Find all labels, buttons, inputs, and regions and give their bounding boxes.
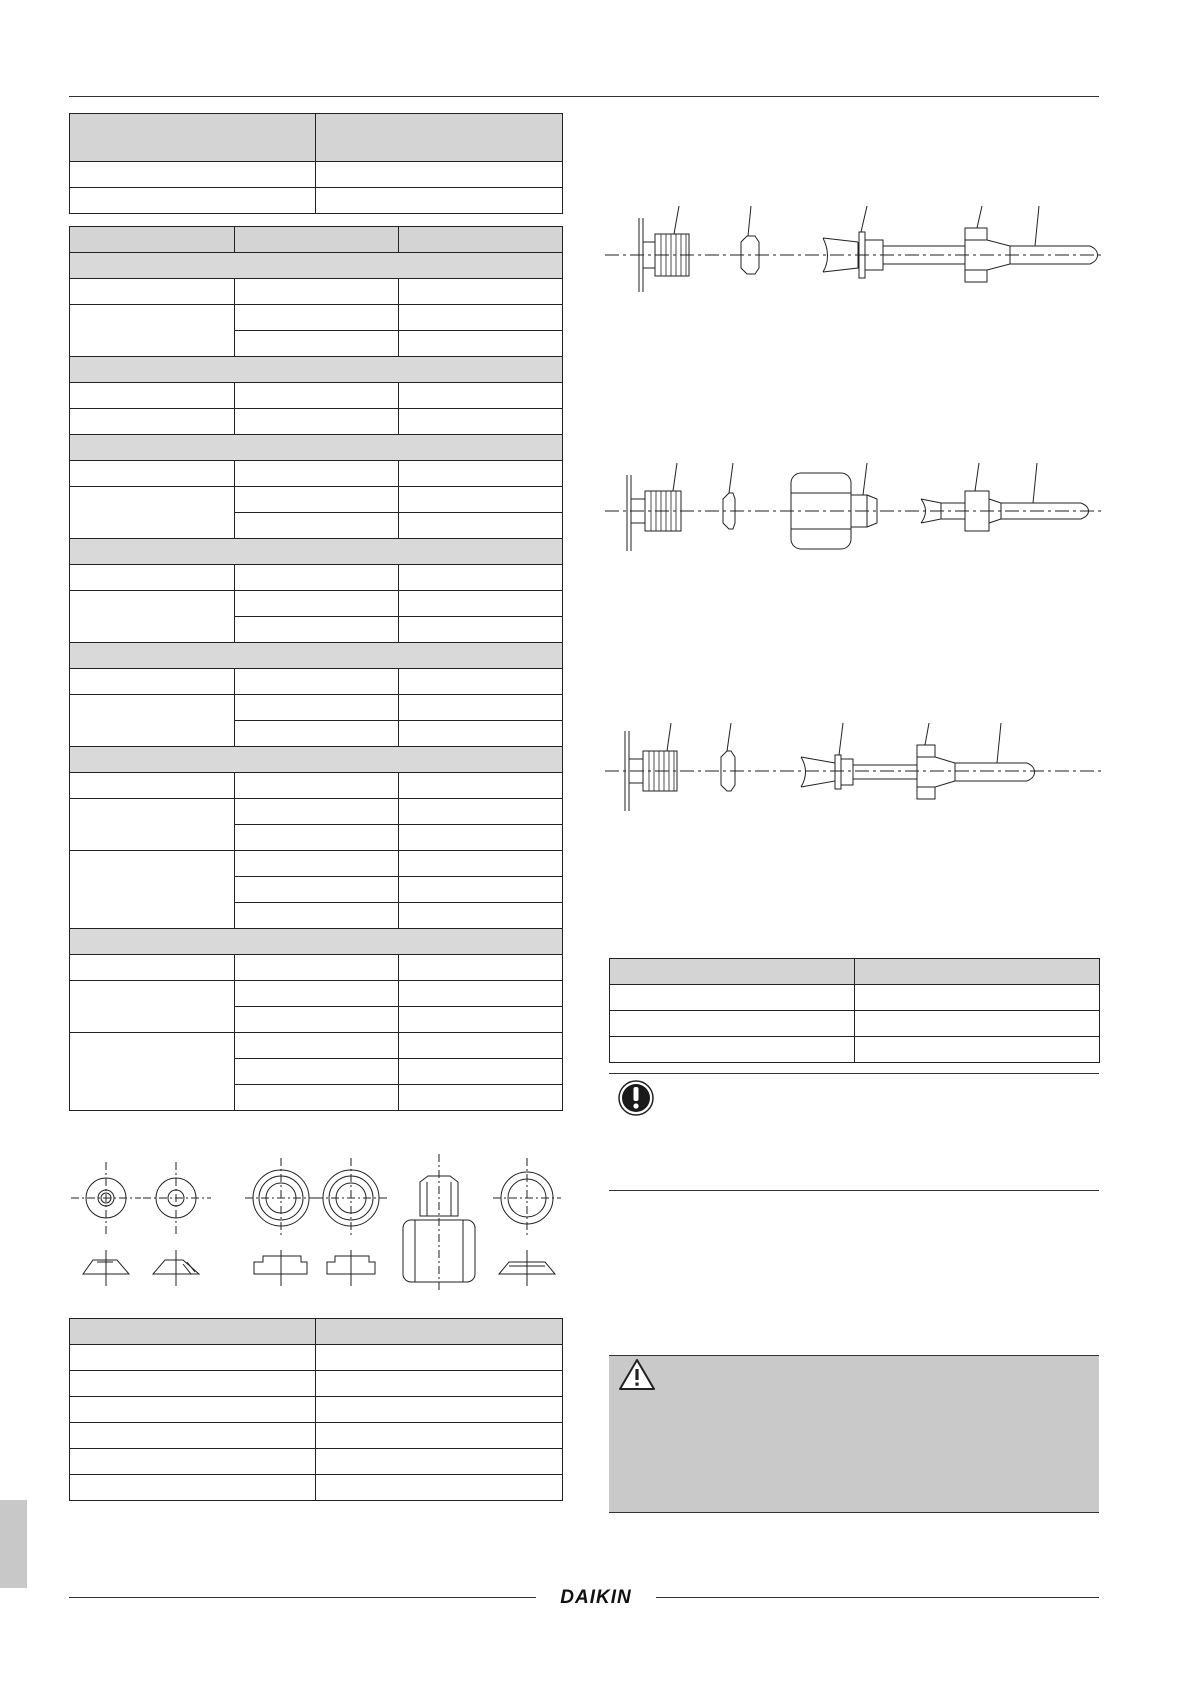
table-cell: [70, 409, 235, 435]
table-row: [70, 1475, 563, 1501]
section-row: [70, 929, 563, 955]
table-cell: [316, 188, 563, 214]
table-row: [70, 279, 563, 305]
chapter-tab: [0, 1500, 27, 1588]
table-row: [70, 461, 563, 487]
section-row: [70, 253, 563, 279]
table-2: [69, 226, 563, 1111]
table-cell: [70, 929, 563, 955]
section-row: [70, 747, 563, 773]
table-3-header: [70, 1319, 563, 1345]
table-cell: [235, 799, 399, 825]
part-5-drawing: [403, 1154, 475, 1290]
table-cell: [610, 1037, 855, 1063]
table-cell: [235, 955, 399, 981]
merged-cell: [70, 591, 235, 643]
table-cell: [610, 985, 855, 1011]
table-cell: [70, 773, 235, 799]
merged-cell: [70, 487, 235, 539]
table-cell: [235, 981, 399, 1007]
table-cell: [235, 565, 399, 591]
table-4: [609, 958, 1100, 1063]
table-cell: [399, 487, 563, 513]
notice-top-rule: [609, 1073, 1099, 1074]
table-cell: [235, 1033, 399, 1059]
table-cell: [316, 1423, 563, 1449]
table-cell: [399, 617, 563, 643]
table-cell: [70, 1449, 316, 1475]
table-cell: [235, 513, 399, 539]
table-cell: [316, 1397, 563, 1423]
table-4-header: [610, 959, 1100, 985]
table-cell: [399, 877, 563, 903]
section-row: [70, 643, 563, 669]
header-rule: [69, 96, 1099, 97]
table-cell: [316, 1449, 563, 1475]
table-cell: [316, 162, 563, 188]
table-cell: [399, 799, 563, 825]
table-cell: [70, 539, 563, 565]
table-cell: [235, 331, 399, 357]
table-cell: [235, 305, 399, 331]
part-2-drawing: [143, 1162, 211, 1286]
assembly-diagram-c: [605, 715, 1105, 815]
table-cell: [235, 461, 399, 487]
table-row: [610, 985, 1100, 1011]
table-cell: [399, 695, 563, 721]
table-cell: [235, 409, 399, 435]
table-cell: [399, 955, 563, 981]
table-cell: [855, 1037, 1100, 1063]
table-row: [70, 981, 563, 1007]
table-header-cell: [70, 1319, 316, 1345]
table-1-header-cell: [70, 114, 316, 162]
merged-cell: [70, 981, 235, 1033]
table-cell: [235, 279, 399, 305]
table-cell: [235, 1059, 399, 1085]
table-cell: [235, 695, 399, 721]
table-cell: [235, 721, 399, 747]
table-row: [70, 487, 563, 513]
table-2-header-cell: [235, 227, 399, 253]
table-cell: [235, 1007, 399, 1033]
table-cell: [235, 383, 399, 409]
table-cell: [399, 773, 563, 799]
table-cell: [399, 1085, 563, 1111]
table-cell: [316, 1371, 563, 1397]
assembly-diagram-b: [605, 455, 1105, 565]
table-row: [70, 1449, 563, 1475]
table-cell: [70, 383, 235, 409]
table-1-header-cell: [316, 114, 563, 162]
table-cell: [70, 188, 316, 214]
table-cell: [70, 747, 563, 773]
table-1: [69, 113, 563, 214]
table-row: [70, 1423, 563, 1449]
merged-cell: [70, 1033, 235, 1111]
table-row: [70, 851, 563, 877]
table-cell: [70, 1423, 316, 1449]
table-row: [70, 409, 563, 435]
table-cell: [70, 279, 235, 305]
table-cell: [399, 903, 563, 929]
table-cell: [70, 643, 563, 669]
table-row: [70, 773, 563, 799]
table-row: [70, 305, 563, 331]
table-cell: [399, 1033, 563, 1059]
table-cell: [70, 565, 235, 591]
part-4-drawing: [315, 1158, 387, 1286]
table-row: [70, 695, 563, 721]
merged-cell: [70, 799, 235, 851]
fitting-parts-figure: [69, 1150, 562, 1290]
daikin-logo: DAIKIN: [536, 1587, 656, 1607]
table-header-cell: [610, 959, 855, 985]
table-cell: [70, 162, 316, 188]
table-row: [70, 669, 563, 695]
table-cell: [235, 773, 399, 799]
table-cell: [399, 981, 563, 1007]
table-cell: [399, 331, 563, 357]
section-row: [70, 357, 563, 383]
table-cell: [399, 721, 563, 747]
table-cell: [235, 825, 399, 851]
merged-cell: [70, 851, 235, 929]
table-cell: [399, 1059, 563, 1085]
table-cell: [235, 1085, 399, 1111]
table-cell: [235, 669, 399, 695]
table-cell: [399, 305, 563, 331]
table-row: [70, 591, 563, 617]
table-row: [70, 162, 563, 188]
table-cell: [399, 1007, 563, 1033]
part-1-drawing: [71, 1162, 141, 1286]
table-cell: [70, 1475, 316, 1501]
table-cell: [70, 955, 235, 981]
table-cell: [70, 1397, 316, 1423]
table-cell: [316, 1345, 563, 1371]
table-row: [610, 1037, 1100, 1063]
table-cell: [855, 985, 1100, 1011]
table-cell: [70, 461, 235, 487]
table-row: [70, 1033, 563, 1059]
table-cell: [855, 1011, 1100, 1037]
table-cell: [235, 617, 399, 643]
table-2-header-cell: [70, 227, 235, 253]
section-cell: [70, 253, 563, 279]
table-cell: [235, 591, 399, 617]
table-2-header: [70, 227, 563, 253]
table-cell: [399, 409, 563, 435]
table-header-cell: [316, 1319, 563, 1345]
assembly-diagram-a: [605, 200, 1105, 300]
table-3: [69, 1318, 563, 1501]
table-cell: [399, 461, 563, 487]
table-cell: [399, 851, 563, 877]
section-row: [70, 435, 563, 461]
table-cell: [610, 1011, 855, 1037]
table-2-header-cell: [399, 227, 563, 253]
table-cell: [399, 513, 563, 539]
table-row: [70, 1345, 563, 1371]
section-row: [70, 539, 563, 565]
notice-bottom-rule: [609, 1190, 1099, 1191]
table-cell: [70, 669, 235, 695]
merged-cell: [70, 305, 235, 357]
table-row: [70, 1371, 563, 1397]
table-row: [70, 565, 563, 591]
table-cell: [235, 903, 399, 929]
table-cell: [399, 279, 563, 305]
merged-cell: [70, 695, 235, 747]
table-cell: [399, 591, 563, 617]
table-cell: [70, 1371, 316, 1397]
table-row: [610, 1011, 1100, 1037]
caution-box: [609, 1355, 1099, 1513]
table-cell: [399, 565, 563, 591]
table-cell: [235, 877, 399, 903]
table-1-header: [70, 114, 563, 162]
table-cell: [316, 1475, 563, 1501]
warning-triangle-icon: [618, 1358, 656, 1392]
table-row: [70, 799, 563, 825]
table-cell: [399, 669, 563, 695]
table-cell: [399, 825, 563, 851]
table-cell: [70, 357, 563, 383]
table-row: [70, 383, 563, 409]
part-6-drawing: [493, 1158, 561, 1286]
exclamation-circle-icon: [618, 1080, 654, 1116]
part-3-drawing: [245, 1158, 317, 1286]
table-row: [70, 955, 563, 981]
table-row: [70, 1397, 563, 1423]
table-cell: [70, 1345, 316, 1371]
table-cell: [399, 383, 563, 409]
table-row: [70, 188, 563, 214]
table-cell: [70, 435, 563, 461]
table-cell: [235, 851, 399, 877]
table-header-cell: [855, 959, 1100, 985]
table-cell: [235, 487, 399, 513]
